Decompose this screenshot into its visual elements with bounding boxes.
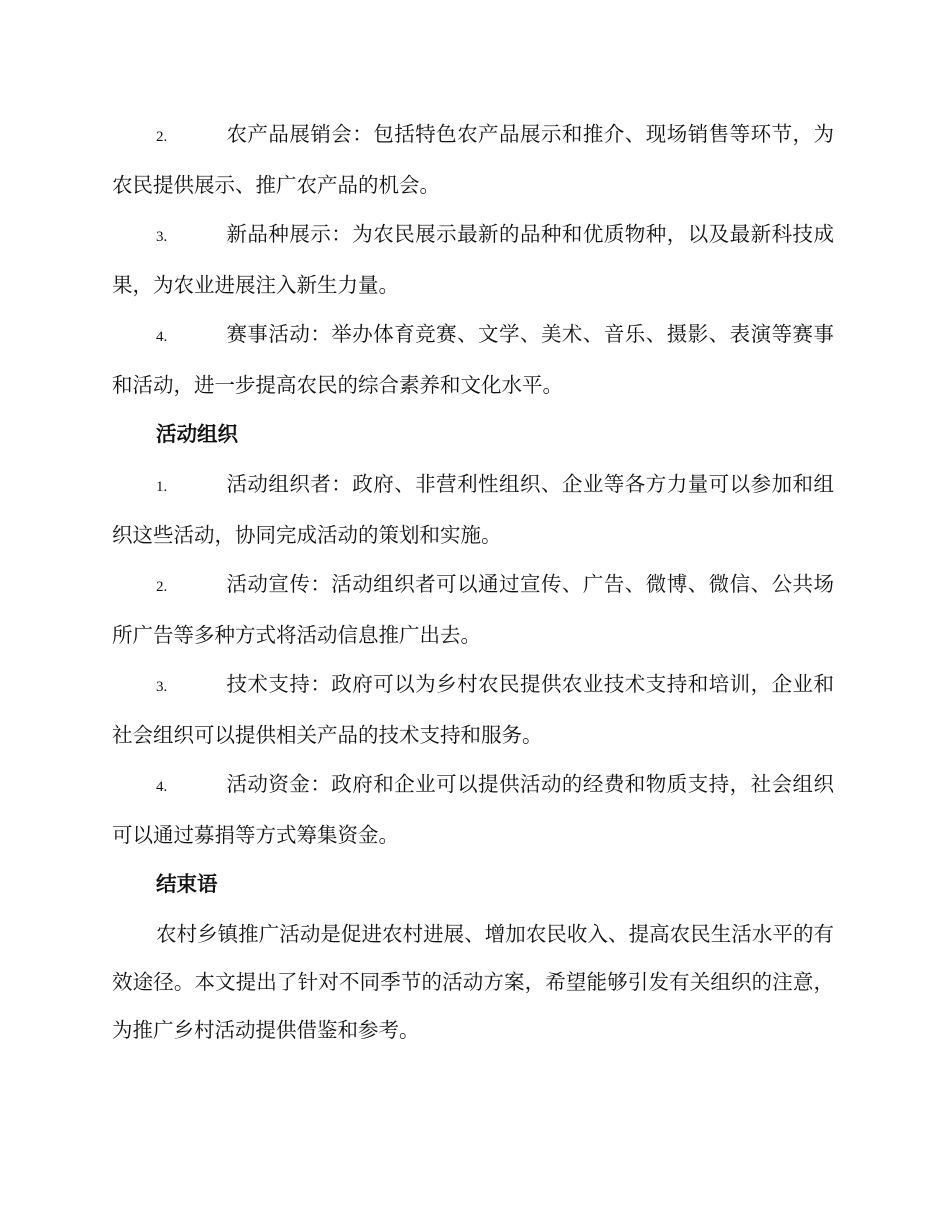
list-number: 2.: [156, 579, 168, 595]
list-item: [112, 560, 834, 659]
list-text: 新品种展示：为农民展示最新的品种和优质物种，以及最新科技成果，为农业进展注入新生力量。: [112, 222, 834, 297]
list-item: [112, 310, 834, 409]
list-item: [112, 210, 834, 309]
list-number: 3.: [156, 229, 168, 245]
section-heading-conclusion: 结束语: [156, 872, 218, 896]
list-text: 赛事活动：举办体育竞赛、文学、美术、音乐、摄影、表演等赛事和活动，进一步提高农民的综合素养和文化水平。: [112, 322, 834, 397]
list-item: [112, 460, 834, 559]
list-number: 2.: [156, 129, 168, 145]
conclusion-paragraph: 农村乡镇推广活动是促进农村进展、增加农民收入、提高农民生活水平的有效途径。本文提出了针对不同季节的活动方案，希望能够引发有关组织的注意，为推广乡村活动提供借鉴和参考。: [112, 922, 834, 1042]
document-page: [112, 110, 834, 1054]
list-number: 4.: [156, 779, 168, 795]
list-number: 1.: [156, 479, 168, 495]
list-text: 活动宣传：活动组织者可以通过宣传、广告、微博、微信、公共场所广告等多种方式将活动信息推广出去。: [112, 572, 834, 647]
list-text: 技术支持：政府可以为乡村农民提供农业技术支持和培训，企业和社会组织可以提供相关产品的技术支持和服务。: [112, 672, 834, 747]
list-number: 4.: [156, 329, 168, 345]
list-item: [112, 110, 834, 209]
list-item: [112, 660, 834, 759]
list-number: 3.: [156, 679, 168, 695]
list-text: 农产品展销会：包括特色农产品展示和推介、现场销售等环节，为农民提供展示、推广农产品的机会。: [112, 122, 834, 197]
list-text: 活动组织者：政府、非营利性组织、企业等各方力量可以参加和组织这些活动，协同完成活动的策划和实施。: [112, 472, 834, 547]
section-heading-organization: 活动组织: [156, 422, 238, 446]
list-text: 活动资金：政府和企业可以提供活动的经费和物质支持，社会组织可以通过募捐等方式筹集资金。: [112, 772, 834, 847]
list-item: [112, 760, 834, 859]
